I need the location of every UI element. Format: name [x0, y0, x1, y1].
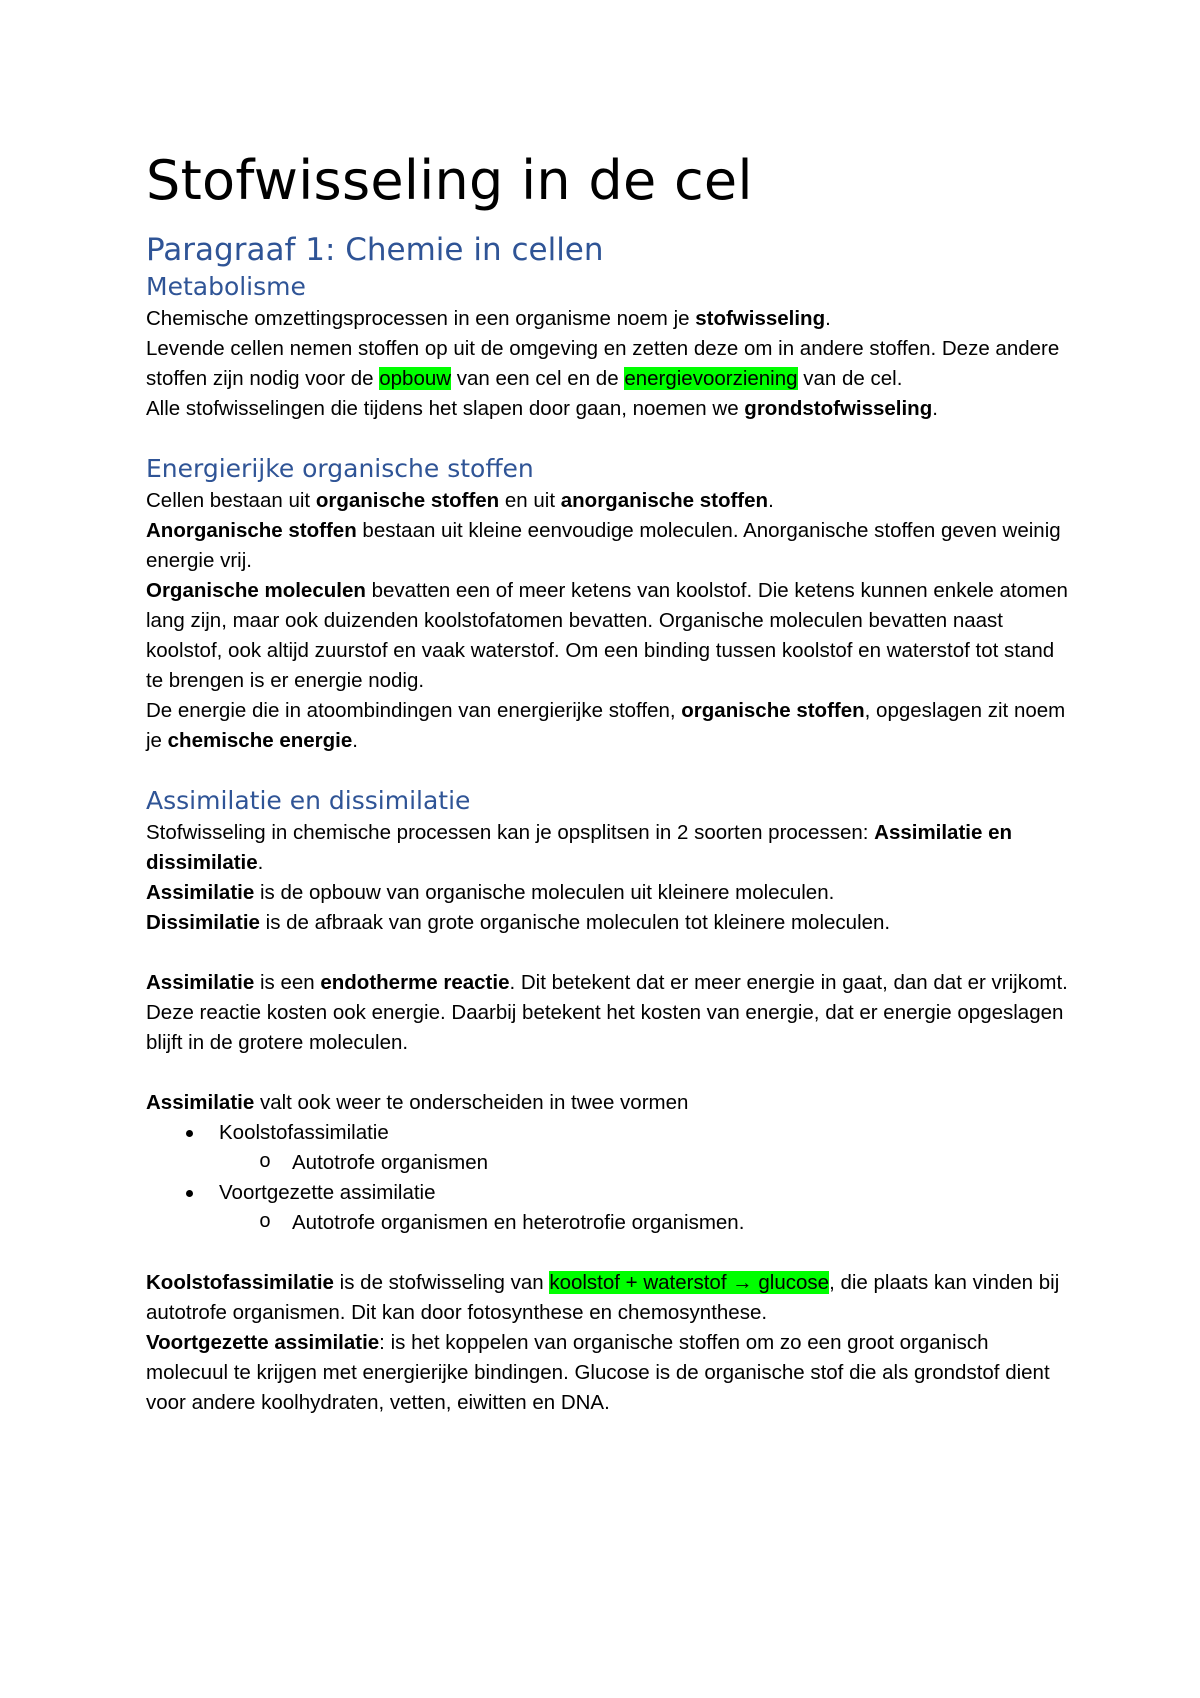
section-heading-metabolisme: Metabolisme	[146, 272, 306, 301]
paragraph: Alle stofwisselingen die tijdens het slapen door gaan, noemen we grondstofwisseling.	[146, 397, 938, 420]
paragraph: Assimilatie is een endotherme reactie. Dit betekent dat er meer energie in gaat, dan dat er vrijkomt. Deze reactie kosten ook energie. Daarbij betekent het kosten van energie, dat er energie opgeslagen blijft in de grotere moleculen.	[146, 971, 1068, 1054]
sub-list	[146, 1148, 1076, 1178]
highlight: opbouw	[379, 367, 452, 390]
document-body	[146, 148, 1076, 1418]
list-item: Koolstofassimilatie	[146, 1118, 1076, 1148]
paragraph: Anorganische stoffen bestaan uit kleine eenvoudige moleculen. Anorganische stoffen geven weinig energie vrij.	[146, 519, 1061, 572]
list-item: o Autotrofe organismen en heterotrofie organismen.	[146, 1208, 1076, 1238]
paragraph: Stofwisseling in chemische processen kan je opsplitsen in 2 soorten processen: Assimilatie en dissimilatie.	[146, 821, 1013, 874]
paragraph: Organische moleculen bevatten een of meer ketens van koolstof. Die ketens kunnen enkele atomen lang zijn, maar ook duizenden koolstofatomen bevatten. Organische moleculen bevatten naast koolstof, ook altijd zuurstof en vaak waterstof. Om een binding tussen koolstof en waterstof tot stand te brengen is er energie nodig.	[146, 579, 1068, 692]
list-item: o Autotrofe organismen	[146, 1148, 1076, 1178]
section-heading-energierijk: Energierijke organische stoffen	[146, 454, 534, 483]
paragraph: Koolstofassimilatie is de stofwisseling van koolstof + waterstof → glucose, die plaats kan vinden bij autotrofe organismen. Dit kan door fotosynthese en chemosynthese.	[146, 1271, 1060, 1324]
paragraph: Dissimilatie is de afbraak van grote organische moleculen tot kleinere moleculen.	[146, 911, 891, 934]
bullet-list	[146, 1118, 1076, 1148]
sub-list	[146, 1208, 1076, 1238]
highlight: koolstof + waterstof → glucose	[549, 1271, 830, 1294]
paragraph: Voortgezette assimilatie: is het koppelen van organische stoffen om zo een groot organisch molecuul te krijgen met energierijke bindingen. Glucose is de organische stof die als grondstof dient voor andere koolhydraten, vetten, eiwitten en DNA.	[146, 1331, 1050, 1414]
section-heading-assimilatie: Assimilatie en dissimilatie	[146, 786, 471, 815]
highlight: energievoorziening	[624, 367, 798, 390]
paragraph: Chemische omzettingsprocessen in een organisme noem je stofwisseling.	[146, 307, 831, 330]
list-item: Voortgezette assimilatie	[146, 1178, 1076, 1208]
paragraph: Cellen bestaan uit organische stoffen en uit anorganische stoffen.	[146, 489, 774, 512]
paragraph-heading: Paragraaf 1: Chemie in cellen	[146, 232, 604, 268]
document-title: Stofwisseling in de cel	[146, 149, 753, 212]
paragraph: Levende cellen nemen stoffen op uit de omgeving en zetten deze om in andere stoffen. Deze andere stoffen zijn nodig voor de opbouw van een cel en de energievoorziening van de cel.	[146, 337, 1060, 390]
paragraph: Assimilatie valt ook weer te onderscheiden in twee vormen	[146, 1091, 689, 1114]
paragraph: Assimilatie is de opbouw van organische moleculen uit kleinere moleculen.	[146, 881, 835, 904]
paragraph: De energie die in atoombindingen van energierijke stoffen, organische stoffen, opgeslagen zit noem je chemische energie.	[146, 699, 1066, 752]
bullet-list	[146, 1178, 1076, 1208]
